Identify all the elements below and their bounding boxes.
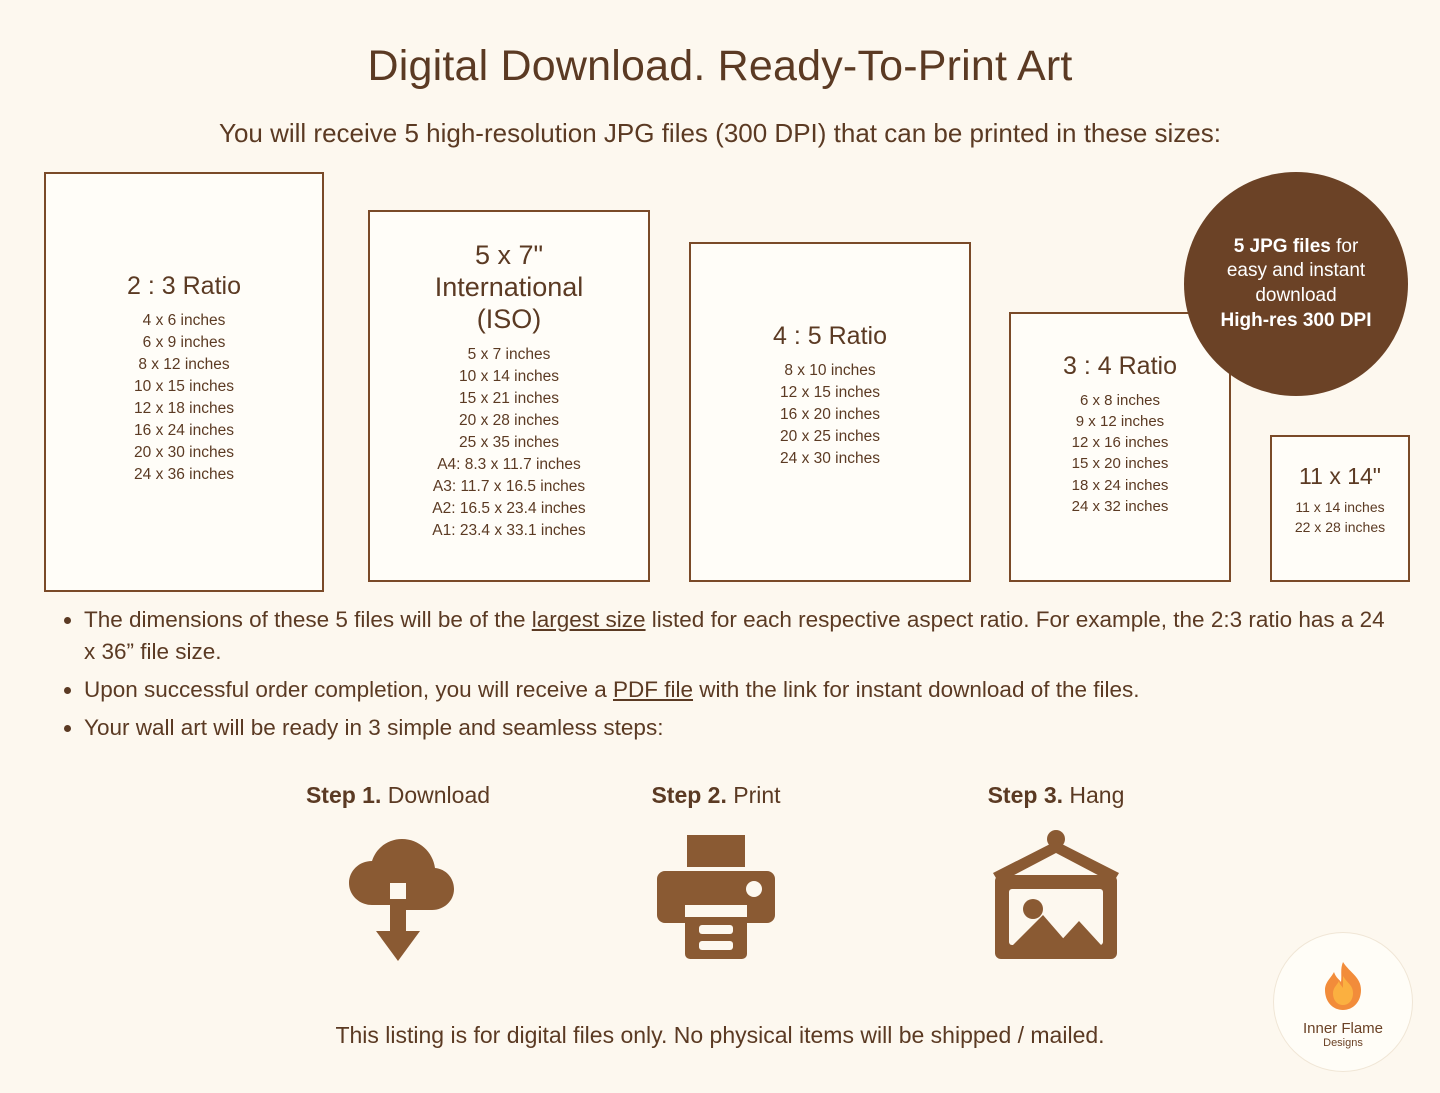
size-frame-2-3 <box>44 172 324 592</box>
logo-subtitle: Designs <box>1323 1036 1363 1049</box>
badge-line-1 <box>1234 235 1359 260</box>
bullet-link-pdf-file[interactable]: PDF file <box>613 676 694 702</box>
step-label-bold: Step 1. <box>305 782 382 808</box>
badge-line-4-bold: High-res 300 DPI <box>1220 309 1372 331</box>
frame-size-list: 5 x 7 inches 10 x 14 inches 15 x 21 inches 20 x 28 inches 25 x 35 inches A4: 8.3 x 11.7 inches A3: 11.7 x 16.5 inches A2: 16.5 x 23.4 inches A1: 23.4 x 33.1 inches <box>432 345 586 539</box>
frame-size-list: 4 x 6 inches 6 x 9 inches 8 x 12 inches 10 x 15 inches 12 x 18 inches 16 x 24 inches 20 x 30 inches 24 x 36 inches <box>134 311 234 483</box>
step-caption <box>248 782 548 809</box>
step-download <box>248 782 548 967</box>
bullet-text-post: with the link for instant download of the files. <box>693 676 1140 702</box>
page-subtitle: You will receive 5 high-resolution JPG files (300 DPI) that can be printed in these sizes: <box>218 118 1221 148</box>
bullet-item <box>84 712 1398 744</box>
bullet-item <box>84 604 1398 668</box>
frame-ratio-label: 2 : 3 Ratio <box>127 272 241 300</box>
brand-logo <box>1274 933 1412 1071</box>
step-label-bold: Step 3. <box>987 782 1064 808</box>
bullet-item <box>84 674 1398 706</box>
badge-line-3: download <box>1255 285 1337 306</box>
size-frame-3-4 <box>1009 312 1231 582</box>
step-hang <box>906 782 1206 967</box>
badge-line-1-bold: 5 JPG files <box>1233 235 1331 257</box>
logo-name: Inner Flame <box>1302 1019 1384 1037</box>
step-label-rest: Print <box>726 782 781 808</box>
info-bullets <box>48 604 1398 750</box>
step-label-rest: Download <box>381 782 491 808</box>
step-label-bold: Step 2. <box>651 782 727 808</box>
step-label-rest: Hang <box>1063 782 1125 808</box>
framed-picture-icon <box>906 827 1206 967</box>
bullet-link-largest-size[interactable]: largest size <box>531 607 646 632</box>
bullet-text-pre: Your wall art will be ready in 3 simple and seamless steps: <box>84 714 664 740</box>
frame-ratio-label: 5 x 7" International (ISO) <box>434 240 584 334</box>
size-frame-11x14 <box>1270 435 1410 582</box>
page-title: Digital Download. Ready-To-Print Art <box>367 42 1073 90</box>
frame-ratio-label: 3 : 4 Ratio <box>1063 352 1177 380</box>
frame-size-list: 6 x 8 inches 9 x 12 inches 12 x 16 inches 15 x 20 inches 18 x 24 inches 24 x 32 inches <box>1071 391 1169 515</box>
frame-size-list: 8 x 10 inches 12 x 15 inches 16 x 20 inches 20 x 25 inches 24 x 30 inches <box>780 361 880 467</box>
cloud-download-icon <box>248 827 548 967</box>
frame-ratio-label: 4 : 5 Ratio <box>773 322 887 350</box>
jpg-files-badge <box>1184 172 1408 396</box>
steps-row <box>0 782 1440 1002</box>
footer-note: This listing is for digital files only. No physical items will be shipped / mailed. <box>335 1022 1105 1048</box>
step-caption <box>566 782 866 809</box>
printer-icon <box>566 827 866 967</box>
frame-ratio-label: 11 x 14" <box>1299 463 1381 489</box>
badge-line-4 <box>1221 309 1372 334</box>
frame-size-list: 11 x 14 inches 22 x 28 inches <box>1294 499 1386 535</box>
badge-line-1-rest: for <box>1330 235 1359 257</box>
bullet-text-pre: Upon successful order completion, you will receive a <box>84 676 613 702</box>
step-print <box>566 782 866 967</box>
flame-icon <box>1312 956 1374 1018</box>
badge-line-2: easy and instant <box>1226 260 1366 282</box>
bullet-text-pre: The dimensions of these 5 files will be of the <box>84 607 532 632</box>
step-caption <box>906 782 1206 809</box>
bullet-text-post: listed for each respective aspect ratio. For example, the 2:3 ratio has a 24 x 36” file size. <box>84 607 1385 664</box>
size-frame-5x7-iso <box>368 210 650 582</box>
size-frame-4-5 <box>689 242 971 582</box>
